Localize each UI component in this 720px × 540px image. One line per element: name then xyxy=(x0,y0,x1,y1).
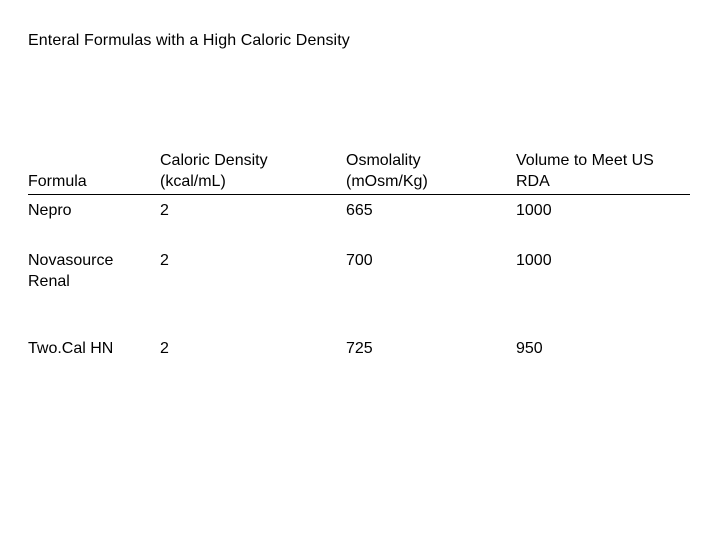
cell-volume: 1000 xyxy=(516,252,552,269)
cell-volume: 950 xyxy=(516,340,543,357)
cell-osmolality: 665 xyxy=(346,202,373,219)
column-header-line: Formula xyxy=(28,173,87,190)
formula-table xyxy=(28,148,690,378)
column-header-formula xyxy=(28,171,87,192)
page-title: Enteral Formulas with a High Caloric Density xyxy=(28,32,350,49)
cell-text: Nepro xyxy=(28,202,72,219)
column-header-line: Osmolality xyxy=(346,152,421,169)
table-row xyxy=(28,338,690,378)
cell-caloric-density: 2 xyxy=(160,252,169,269)
column-header-line: RDA xyxy=(516,173,550,190)
cell-text: Novasource xyxy=(28,252,114,269)
cell-caloric-density: 2 xyxy=(160,340,169,357)
column-header-osmolality xyxy=(346,150,428,192)
table-header-row xyxy=(28,148,690,195)
column-header-volume xyxy=(516,150,654,192)
cell-osmolality: 700 xyxy=(346,252,373,269)
cell-osmolality: 725 xyxy=(346,340,373,357)
table-row xyxy=(28,200,690,250)
column-header-line: Caloric Density xyxy=(160,152,268,169)
cell-formula xyxy=(28,338,113,359)
column-header-line: (kcal/mL) xyxy=(160,173,226,190)
cell-text: Renal xyxy=(28,273,70,290)
table-row xyxy=(28,250,690,338)
cell-formula xyxy=(28,250,113,292)
column-header-line: Volume to Meet US xyxy=(516,152,654,169)
cell-caloric-density: 2 xyxy=(160,202,169,219)
column-header-line: (mOsm/Kg) xyxy=(346,173,428,190)
cell-text: Two.Cal HN xyxy=(28,340,114,357)
cell-formula xyxy=(28,200,72,221)
cell-volume: 1000 xyxy=(516,202,552,219)
column-header-caloric-density xyxy=(160,150,268,192)
